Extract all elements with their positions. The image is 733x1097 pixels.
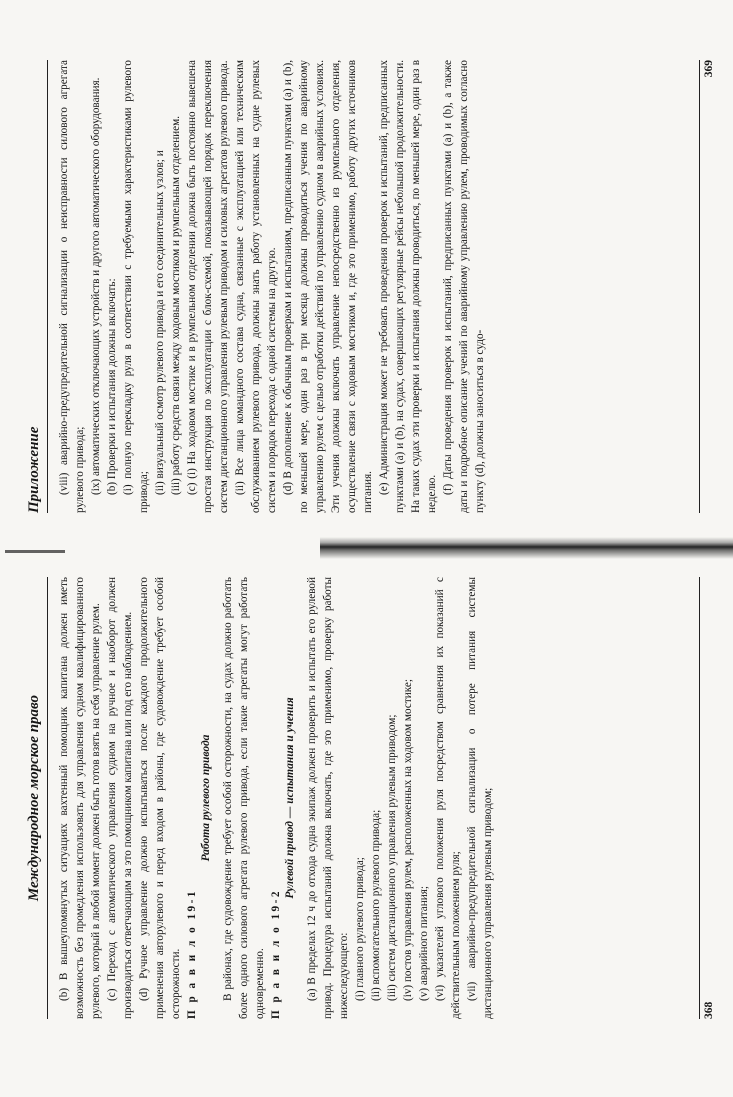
paragraph: (ii) визуальный осмотр рулевого привода и его соединительных узлов; и xyxy=(154,150,166,495)
list-item: (iv) постов управления рулем, расположенных на ходовом мостике; xyxy=(402,679,414,1001)
rule-19-1-title: П р а в и л о 19-1 xyxy=(186,889,198,1019)
list-item: (iii) систем дистанционного управления рулевым приводом; xyxy=(386,714,398,1001)
paragraph: (ix) автоматических отключающих устройств и другого автоматического оборудования. xyxy=(90,77,102,495)
running-head-left: Международное морское право xyxy=(26,577,48,1019)
running-head-right: Приложение xyxy=(26,60,48,513)
rule-19-2-title: П р а в и л о 19-2 xyxy=(270,889,282,1019)
right-page-text xyxy=(56,60,488,513)
list-item: (v) аварийного питания; xyxy=(418,886,430,1001)
paragraph: (b) В вышеупомянутых ситуациях вахтенный помощник капитана должен иметь возможность без промедления использовать для управления судном квалифицированного рулевого, который в любой момент должен быть готов взять на себя управление рулем. xyxy=(58,577,102,1019)
paragraph: (b) Проверки и испытания должны включать: xyxy=(106,278,118,495)
list-item: (i) главного рулевого привода; xyxy=(354,857,366,1001)
page-number-right: 369 xyxy=(699,60,715,513)
paragraph: (с) Переход с автоматического управления судном на ручное и наоборот должен производиться ответчающим за это помощником капитана или под его наблюдением. xyxy=(106,577,134,1019)
paragraph: (iii) работу средств связи между ходовым мостиком и румпельным отделением. xyxy=(170,115,182,495)
paragraph: (c) (i) На ходовом мостике и в румпельном отделении должна быть постоянно вывешена простая инструкция по эксплуатации с блок-схемой, показывающей порядок переключения систем дистанционного управления рулевым приводом и силовых агрегатов рулевого привода. xyxy=(186,60,230,513)
paragraph: (a) В пределах 12 ч до отхода судна экипаж должен проверить и испытать его рулевой привод. Процедура испытаний должна включать, где это применимо, проверку работы нижеследующего: xyxy=(306,577,350,1019)
page-number-left: 368 xyxy=(699,577,715,1019)
paragraph: (d) Ручное управление должно испытываться после каждого продолжительного применения авторулевого и перед входом в районы, где судовождение требует особой осторожности. xyxy=(138,577,182,1019)
rule-19-1-subtitle: Работа рулевого привода xyxy=(200,734,212,862)
paragraph: (ii) Все лица командного состава судна, связанные с эксплуатацией или техническим обслуживанием рулевого привода, должны знать работу установленных на судне рулевых систем и порядок перехода с одной системы на другую. xyxy=(234,60,278,513)
paragraph: (f) Даты проведения проверок и испытаний, предписанных пунктами (a) и (b), а также даты и подробное описание учений по аварийному управлению рулем, проводимых согласно пункту (d), должны заноситься в судо- xyxy=(442,60,486,513)
paragraph: (e) Администрация может не требовать проведения проверок и испытаний, предписанных пунктами (a) и (b), на судах, совершающих регулярные рейсы небольшой продолжительности. На таких судах эти проверки и испытания должны проводиться, по меньшей мере, один раз в неделю. xyxy=(378,60,438,513)
list-item: (vi) указателей углового положения руля посредством сравнения их показаний с действительным положением руля; xyxy=(434,577,462,1019)
paragraph: В районах, где судовождение требует особой осторожности, на судах должно работать более одного силового агрегата рулевого привода, если такие агрегаты могут работать одновременно. xyxy=(222,577,266,1019)
left-page-text xyxy=(56,577,496,1019)
paragraph: (d) В дополнение к обычным проверкам и испытаниям, предписанным пунктами (a) и (b), по меньшей мере, один раз в три месяца должны проводиться учения по аварийному управлению рулем с целью отработки действий по управлению судном в аварийных условиях. Эти учения должны включать управление непосредственно из румпельного отделения, осуществление связи с ходовым мостиком и, где это применимо, работу других источников питания. xyxy=(282,60,374,513)
list-item: (ii) вспомогательного рулевого привода; xyxy=(370,809,382,1001)
rule-19-2-subtitle: Рулевой привод — испытания и учения xyxy=(284,697,296,899)
list-item: (vii) аварийно-предупредительной сигнализации о потере питания системы дистанционного управления рулевым приводом; xyxy=(466,577,494,1019)
paragraph: (i) полную перекладку руля в соответствии с требуемыми характеристиками рулевого привода; xyxy=(122,60,150,513)
paragraph: (viii) аварийно-предупредительной сигнализации о неисправности силового агрегата рулевого привода; xyxy=(58,60,86,513)
left-page xyxy=(0,551,733,1097)
